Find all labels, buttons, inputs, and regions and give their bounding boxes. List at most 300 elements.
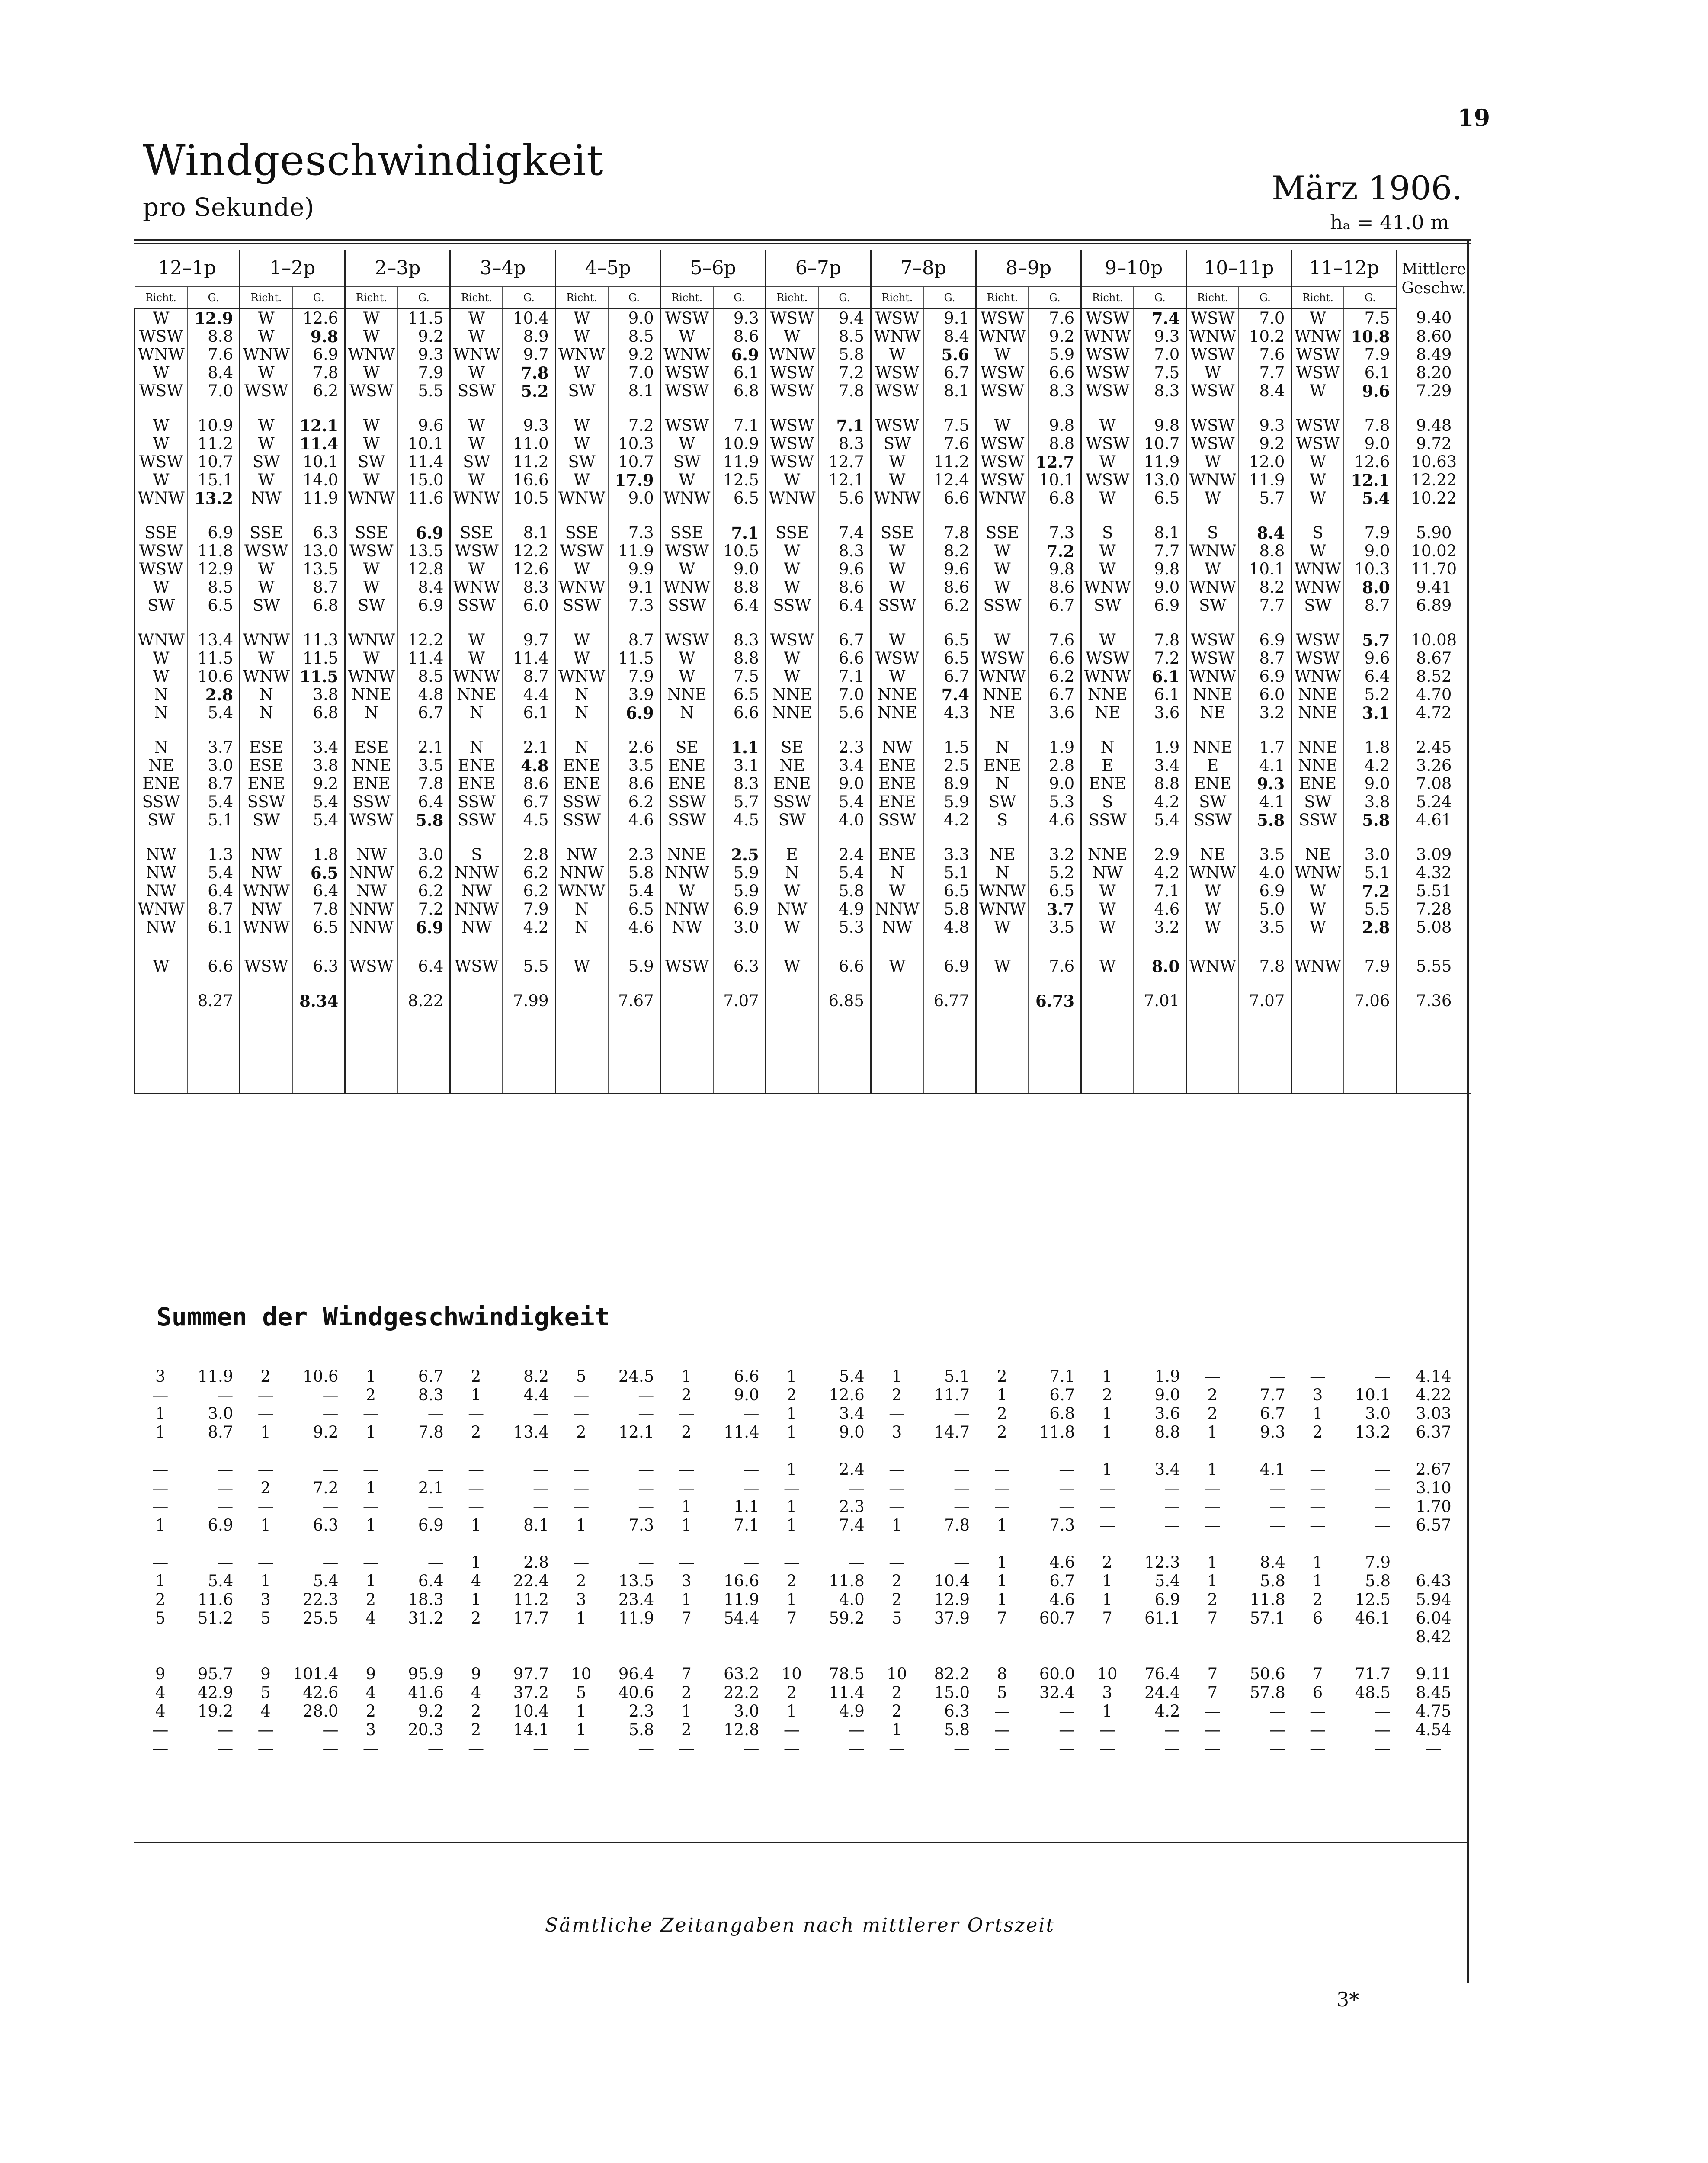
wind-direction: SW (240, 597, 293, 615)
wind-speed: 13.4 (187, 631, 240, 649)
wind-speed: 11.0 (503, 435, 555, 453)
sum-value: — (322, 1739, 339, 1758)
sum-value: 4.0 (839, 1590, 865, 1609)
wind-speed: 4.6 (1029, 811, 1081, 829)
wind-direction: SSW (660, 597, 713, 615)
wind-direction: WSW (345, 957, 398, 976)
wind-speed: 8.7 (503, 668, 555, 686)
sum-count: 3 (1312, 1386, 1323, 1404)
sum-count: — (1310, 1460, 1326, 1479)
sum-value: 11.8 (829, 1572, 865, 1590)
wind-speed: 7.2 (1344, 882, 1397, 900)
wind-speed: 8.3 (713, 631, 766, 649)
wind-direction: NW (1081, 864, 1134, 882)
wind-direction: WSW (1081, 364, 1134, 382)
row-mean: 3.26 (1397, 757, 1471, 775)
sum-count: — (889, 1739, 905, 1758)
wind-direction: WSW (240, 957, 293, 976)
sum-count: — (1310, 1720, 1326, 1739)
wind-direction: W (240, 471, 293, 489)
row-mean: 5.24 (1397, 793, 1471, 811)
wind-speed: 6.2 (923, 597, 976, 615)
wind-direction: WSW (1291, 649, 1344, 668)
table-row (135, 704, 1471, 722)
wind-direction: N (555, 704, 608, 722)
wind-speed: 12.9 (187, 309, 240, 328)
wind-speed: 7.9 (1344, 957, 1397, 976)
wind-direction: SSW (1186, 811, 1239, 829)
wind-direction: WSW (345, 382, 398, 400)
wind-speed: 11.4 (397, 453, 450, 471)
period-header: 11–12p (1291, 250, 1397, 287)
sum-value: — (954, 1460, 970, 1479)
wind-direction: NE (1291, 846, 1344, 864)
wind-speed: 7.2 (397, 900, 450, 918)
wind-direction: WNW (450, 578, 503, 597)
wind-speed: 5.8 (818, 882, 871, 900)
speed-subheader: G. (923, 287, 976, 309)
sum-value (1029, 1627, 1081, 1646)
sum-value: — (1164, 1479, 1180, 1497)
sum-value: 5.4 (208, 1572, 234, 1590)
sum-value: — (322, 1497, 339, 1516)
wind-direction: W (345, 560, 398, 578)
wind-direction: NW (871, 738, 923, 757)
sum-count: 2 (786, 1683, 797, 1702)
wind-speed: 11.9 (292, 489, 345, 507)
wind-speed: 6.6 (1029, 649, 1081, 668)
sum-value: — (322, 1386, 339, 1404)
wind-direction: WSW (1081, 471, 1134, 489)
sum-value: 9.0 (839, 1423, 865, 1441)
row-mean: 12.22 (1397, 471, 1471, 489)
sum-count: — (889, 1404, 905, 1423)
sum-value: — (217, 1460, 234, 1479)
sum-value: — (427, 1460, 444, 1479)
wind-direction: W (1081, 918, 1134, 937)
wind-speed: 10.9 (187, 417, 240, 435)
sums-title: Summen der Windgeschwindigkeit (157, 1302, 610, 1332)
wind-speed: 5.6 (818, 489, 871, 507)
wind-direction: WNW (1186, 957, 1239, 976)
wind-speed: 5.9 (1029, 346, 1081, 364)
sum-value: 76.4 (1144, 1665, 1180, 1683)
speed-subheader: G. (1239, 287, 1291, 309)
wind-direction: NNE (450, 686, 503, 704)
sum-value: 5.8 (628, 1720, 654, 1739)
wind-speed: 5.8 (1239, 811, 1291, 829)
wind-direction: NNE (766, 686, 818, 704)
wind-speed: 11.8 (187, 542, 240, 560)
wind-direction: W (555, 631, 608, 649)
wind-speed: 12.7 (818, 453, 871, 471)
sum-value: 8.4 (1259, 1553, 1285, 1572)
wind-speed: 2.6 (608, 738, 661, 757)
wind-direction: SSW (871, 597, 923, 615)
sum-count: — (889, 1479, 905, 1497)
wind-direction: WSW (1081, 309, 1134, 328)
wind-direction: NW (450, 882, 503, 900)
sum-value: — (743, 1553, 759, 1572)
wind-speed: 9.3 (1239, 417, 1291, 435)
sum-row (134, 1572, 1471, 1590)
wind-speed: 9.8 (1029, 560, 1081, 578)
wind-speed: 7.6 (1029, 957, 1081, 976)
sum-value: 42.6 (303, 1683, 339, 1702)
wind-direction: N (976, 775, 1029, 793)
wind-speed: 8.1 (923, 382, 976, 400)
wind-direction: NNE (660, 686, 713, 704)
wind-speed: 8.1 (1134, 524, 1186, 542)
wind-direction: S (1291, 524, 1344, 542)
wind-direction: W (871, 578, 923, 597)
wind-direction: W (871, 957, 923, 976)
sum-mean: 6.57 (1416, 1516, 1452, 1534)
sum-count: 1 (576, 1720, 586, 1739)
wind-direction: SW (345, 453, 398, 471)
row-mean: 6.89 (1397, 597, 1471, 615)
sum-count: — (1204, 1516, 1221, 1534)
sum-count (1186, 1627, 1239, 1646)
sum-count: 7 (1312, 1665, 1323, 1683)
wind-direction: SW (1081, 597, 1134, 615)
wind-direction: WNW (450, 668, 503, 686)
wind-direction: ENE (871, 775, 923, 793)
sum-value (1134, 1627, 1186, 1646)
table-row (135, 435, 1471, 453)
wind-direction: WSW (240, 382, 293, 400)
wind-direction: WSW (766, 453, 818, 471)
period-header: 2–3p (345, 250, 450, 287)
wind-speed: 9.1 (923, 309, 976, 328)
wind-speed: 2.8 (1029, 757, 1081, 775)
month-label: März 1906. (1272, 169, 1463, 207)
sum-value: — (638, 1404, 654, 1423)
wind-speed: 7.6 (1239, 346, 1291, 364)
sum-count: — (257, 1460, 274, 1479)
speed-subheader: G. (608, 287, 661, 309)
wind-speed: 5.6 (818, 704, 871, 722)
sum-count: — (994, 1497, 1010, 1516)
period-header: 4–5p (555, 250, 660, 287)
sum-value: 7.3 (1049, 1516, 1075, 1534)
wind-direction: ENE (871, 793, 923, 811)
wind-direction: W (135, 578, 188, 597)
sum-count: 1 (1207, 1572, 1218, 1590)
wind-speed: 9.2 (608, 346, 661, 364)
wind-speed: 4.6 (608, 811, 661, 829)
wind-speed: 6.2 (397, 882, 450, 900)
wind-direction: W (871, 631, 923, 649)
table-row (135, 309, 1471, 328)
wind-speed: 3.6 (1134, 704, 1186, 722)
sum-count: — (573, 1739, 590, 1758)
wind-speed: 7.2 (1029, 542, 1081, 560)
wind-direction: WNW (660, 578, 713, 597)
wind-direction: W (976, 918, 1029, 937)
wind-direction: NW (240, 900, 293, 918)
wind-speed: 10.1 (1029, 471, 1081, 489)
wind-speed: 11.9 (713, 453, 766, 471)
sum-count (1291, 1627, 1344, 1646)
period-mean: 6.85 (818, 992, 871, 1010)
wind-direction: WNW (1291, 957, 1344, 976)
wind-direction: WSW (766, 382, 818, 400)
wind-direction: WSW (766, 364, 818, 382)
wind-speed: 6.0 (1239, 686, 1291, 704)
wind-direction: WSW (660, 382, 713, 400)
wind-speed: 12.7 (1029, 453, 1081, 471)
period-header: 8–9p (976, 250, 1081, 287)
sum-count: 1 (997, 1386, 1007, 1404)
wind-direction: SSW (450, 811, 503, 829)
wind-direction: NNE (1291, 757, 1344, 775)
sum-count: 4 (471, 1572, 481, 1590)
sum-count: 2 (260, 1479, 271, 1497)
wind-speed: 6.2 (397, 864, 450, 882)
wind-direction: WNW (450, 489, 503, 507)
sum-value: — (533, 1460, 549, 1479)
sum-value (713, 1627, 766, 1646)
sum-count: 1 (1102, 1702, 1112, 1720)
wind-speed: 2.8 (187, 686, 240, 704)
wind-direction: SSE (766, 524, 818, 542)
sum-value: 2.3 (839, 1497, 865, 1516)
row-mean: 5.51 (1397, 882, 1471, 900)
sum-count: 7 (1207, 1683, 1218, 1702)
row-mean: 10.22 (1397, 489, 1471, 507)
wind-direction: ENE (450, 775, 503, 793)
sum-value: 13.2 (1355, 1423, 1391, 1441)
direction-subheader: Richt. (135, 287, 188, 309)
sum-value: 9.3 (1259, 1423, 1285, 1441)
wind-direction: SSW (450, 597, 503, 615)
wind-speed: 1.8 (292, 846, 345, 864)
table-row (135, 811, 1471, 829)
sum-count: 1 (1207, 1423, 1218, 1441)
wind-direction: NNW (450, 900, 503, 918)
wind-direction: WNW (240, 918, 293, 937)
wind-speed: 6.1 (713, 364, 766, 382)
wind-speed: 11.2 (503, 453, 555, 471)
wind-speed: 4.8 (397, 686, 450, 704)
wind-speed: 1.7 (1239, 738, 1291, 757)
sum-count: — (994, 1739, 1010, 1758)
sum-count: — (468, 1404, 484, 1423)
wind-speed: 3.5 (1029, 918, 1081, 937)
wind-speed: 10.7 (608, 453, 661, 471)
wind-speed: 9.0 (608, 309, 661, 328)
sum-count (871, 1627, 923, 1646)
wind-direction: WSW (976, 453, 1029, 471)
wind-speed: 7.0 (608, 364, 661, 382)
wind-speed: 13.5 (292, 560, 345, 578)
sum-value: — (954, 1553, 970, 1572)
wind-direction: ENE (345, 775, 398, 793)
wind-direction: WNW (345, 346, 398, 364)
wind-direction: NE (1081, 704, 1134, 722)
wind-direction: WSW (871, 364, 923, 382)
sum-value: 7.8 (944, 1516, 970, 1534)
wind-speed: 10.3 (608, 435, 661, 453)
wind-direction: W (240, 327, 293, 346)
sum-row (134, 1590, 1471, 1609)
sum-value: — (322, 1720, 339, 1739)
wind-direction: ENE (240, 775, 293, 793)
wind-direction: NE (135, 757, 188, 775)
wind-speed: 5.4 (1134, 811, 1186, 829)
sum-count: 9 (471, 1665, 481, 1683)
wind-speed: 6.9 (923, 957, 976, 976)
sum-count: 1 (576, 1702, 586, 1720)
wind-speed: 1.5 (923, 738, 976, 757)
wind-speed: 8.9 (923, 775, 976, 793)
table-row (135, 686, 1471, 704)
wind-direction: N (135, 686, 188, 704)
height-note: hₐ = 41.0 m (1330, 211, 1449, 234)
wind-direction: WSW (1291, 435, 1344, 453)
wind-speed: 5.1 (923, 864, 976, 882)
wind-direction: NE (766, 757, 818, 775)
sum-count: — (257, 1386, 274, 1404)
sum-value: 11.9 (197, 1367, 234, 1386)
sum-value: 60.0 (1039, 1665, 1075, 1683)
wind-direction: WSW (1186, 649, 1239, 668)
sum-value: — (1269, 1720, 1285, 1739)
wind-direction: SSW (240, 793, 293, 811)
sum-value: 5.4 (1154, 1572, 1180, 1590)
wind-speed: 7.1 (713, 417, 766, 435)
sum-value: — (1269, 1739, 1285, 1758)
wind-speed: 6.1 (1134, 668, 1186, 686)
sum-count: — (889, 1460, 905, 1479)
sum-count: 2 (681, 1683, 692, 1702)
sum-value: — (1059, 1479, 1075, 1497)
sum-count: 1 (155, 1572, 166, 1590)
wind-speed: 5.8 (608, 864, 661, 882)
period-header: 12–1p (135, 250, 240, 287)
wind-speed: 6.9 (1134, 597, 1186, 615)
sum-value (818, 1627, 871, 1646)
wind-direction: W (660, 327, 713, 346)
wind-direction: N (240, 686, 293, 704)
wind-speed: 8.7 (187, 900, 240, 918)
sum-value: — (638, 1497, 654, 1516)
sum-count: 3 (576, 1590, 586, 1609)
row-mean: 8.67 (1397, 649, 1471, 668)
sum-value: — (217, 1497, 234, 1516)
sum-mean: 9.11 (1416, 1665, 1452, 1683)
wind-speed: 7.8 (1239, 957, 1291, 976)
wind-direction: W (1291, 918, 1344, 937)
sum-value (1344, 1627, 1397, 1646)
wind-speed: 11.5 (608, 649, 661, 668)
wind-speed: 8.6 (1029, 578, 1081, 597)
wind-speed: 7.7 (1239, 597, 1291, 615)
wind-speed: 5.2 (1344, 686, 1397, 704)
wind-speed: 6.1 (1344, 364, 1397, 382)
wind-direction: W (450, 560, 503, 578)
wind-direction: W (555, 649, 608, 668)
sum-count: 2 (1312, 1423, 1323, 1441)
wind-direction: SSW (871, 811, 923, 829)
wind-direction: NNE (345, 757, 398, 775)
wind-direction: WSW (1186, 417, 1239, 435)
wind-direction: W (555, 435, 608, 453)
wind-speed: 7.8 (503, 364, 555, 382)
wind-direction: WSW (871, 649, 923, 668)
wind-direction: W (240, 417, 293, 435)
wind-direction: W (450, 417, 503, 435)
sum-value: — (848, 1739, 865, 1758)
sum-value: 9.2 (418, 1702, 444, 1720)
table-row (135, 757, 1471, 775)
sum-count: 1 (681, 1367, 692, 1386)
wind-speed: 4.0 (1239, 864, 1291, 882)
wind-direction: SSE (240, 524, 293, 542)
wind-direction: WSW (660, 364, 713, 382)
wind-speed: 4.5 (503, 811, 555, 829)
wind-direction: WSW (976, 309, 1029, 328)
wind-direction: ENE (1186, 775, 1239, 793)
sum-count: 2 (1207, 1590, 1218, 1609)
wind-speed: 3.0 (397, 846, 450, 864)
wind-direction: SSE (871, 524, 923, 542)
wind-direction: WSW (766, 309, 818, 328)
wind-direction: W (1291, 542, 1344, 560)
wind-direction: W (766, 668, 818, 686)
sum-count: — (468, 1739, 484, 1758)
wind-direction: WSW (660, 957, 713, 976)
sum-count: — (783, 1739, 800, 1758)
wind-speed: 5.7 (1344, 631, 1397, 649)
wind-speed: 7.1 (818, 417, 871, 435)
direction-subheader: Richt. (660, 287, 713, 309)
direction-subheader: Richt. (1081, 287, 1134, 309)
page-number: 19 (1458, 104, 1490, 132)
sum-count: — (152, 1553, 169, 1572)
wind-speed: 12.1 (818, 471, 871, 489)
sum-count: — (257, 1497, 274, 1516)
wind-speed: 5.4 (292, 811, 345, 829)
wind-speed: 8.5 (818, 327, 871, 346)
sum-count: 2 (471, 1609, 481, 1627)
sum-value: 7.7 (1259, 1386, 1285, 1404)
wind-speed: 6.8 (1029, 489, 1081, 507)
sum-count: 2 (1102, 1553, 1112, 1572)
wind-speed: 7.6 (187, 346, 240, 364)
wind-direction: W (1186, 453, 1239, 471)
wind-speed: 7.6 (1029, 309, 1081, 328)
wind-direction: WSW (976, 382, 1029, 400)
wind-direction: WNW (345, 489, 398, 507)
sum-count: — (1204, 1367, 1221, 1386)
sum-count: — (783, 1720, 800, 1739)
wind-speed: 5.8 (397, 811, 450, 829)
direction-subheader: Richt. (450, 287, 503, 309)
sum-value: 11.4 (724, 1423, 759, 1441)
wind-speed: 5.9 (713, 864, 766, 882)
sum-value: 10.4 (934, 1572, 970, 1590)
row-mean: 9.40 (1397, 309, 1471, 328)
wind-direction: W (345, 649, 398, 668)
wind-direction: W (555, 327, 608, 346)
wind-direction: SSW (766, 793, 818, 811)
wind-speed: 10.9 (713, 435, 766, 453)
sum-value: — (1269, 1367, 1285, 1386)
wind-speed: 10.5 (713, 542, 766, 560)
wind-speed: 7.8 (292, 364, 345, 382)
